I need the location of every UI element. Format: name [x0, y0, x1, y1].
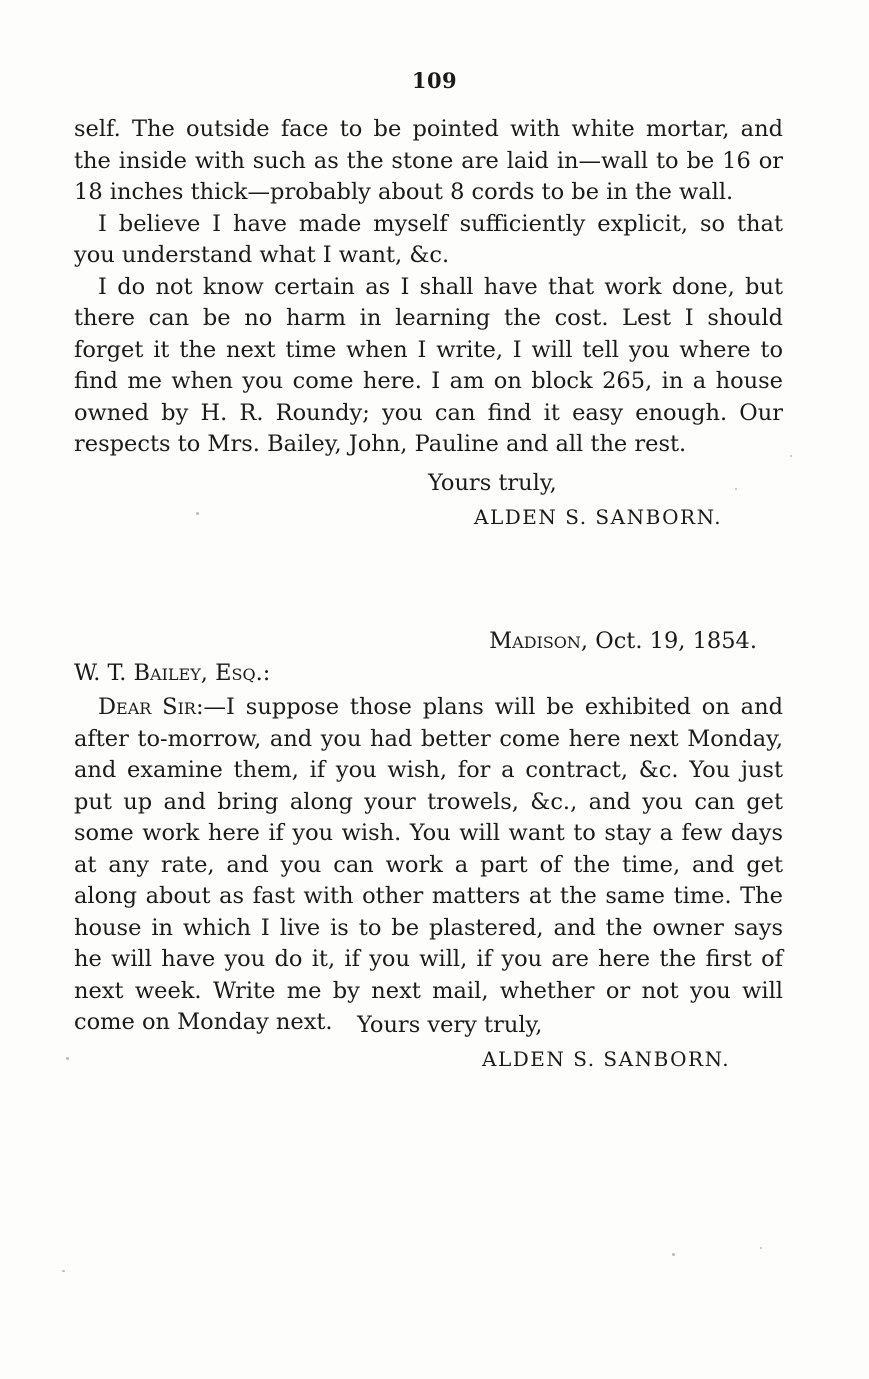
letter1-paragraph-1: self. The outside face to be pointed with white mortar, and the inside with such as the stone are laid in—wall to be 16 or 18 inches thick—probably about 8 cords to be in the wall.	[74, 116, 783, 205]
letter2-dateline	[489, 628, 757, 654]
letter2-salutation	[74, 660, 270, 686]
paper-speck	[760, 1247, 762, 1249]
paper-speck	[672, 1253, 675, 1256]
letter1-paragraph-3: I do not know certain as I shall have that work done, but there can be no harm in learning the cost. Lest I should forget it the next time when I write, I will tell you where to find me when you come here. I am on block 265, in a house owned by H. R. Roundy; you can find it easy enough. Our respects to Mrs. Bailey, John, Pauline and all the rest.	[74, 273, 783, 457]
paper-speck	[735, 488, 737, 490]
letter1-body	[74, 114, 783, 461]
paper-speck	[196, 512, 199, 515]
letter1-paragraph-2: I believe I have made myself sufficiently explicit, so that you understand what I want, &c.	[74, 210, 783, 268]
salutation-name: W. T. Bailey, Esq.	[74, 660, 263, 686]
salutation-colon: :	[262, 660, 271, 686]
letter1-closing: Yours truly,	[428, 470, 557, 496]
letter2-paragraph-1	[74, 692, 783, 1039]
letter2-signature: ALDEN S. SANBORN.	[482, 1047, 731, 1071]
page-number: 109	[411, 68, 458, 93]
letter2-body	[74, 692, 783, 1039]
paper-speck	[66, 1057, 69, 1060]
paper-speck	[790, 455, 792, 457]
letter2-closing: Yours very truly,	[357, 1012, 543, 1038]
letter2-body-text: :—I suppose those plans will be exhibited on and after to-morrow, and you had better come here next Monday, and examine them, if you wish, for a contract, &c. You just put up and bring along your trowels, &c., and you can get some work here if you wish. You will want to stay a few days at any rate, and you can work a part of the time, and get along about as fast with other matters at the same time. The house in which I live is to be plastered, and the owner says he will have you do it, if you will, if you are here the first of next week. Write me by next mail, whether or not you will come on Monday next.	[74, 694, 783, 1035]
letter2-greeting: Dear Sir	[98, 694, 196, 720]
paper-speck	[62, 1270, 65, 1272]
letter1-signature: ALDEN S. SANBORN.	[474, 505, 723, 529]
dateline-place: Madison,	[489, 628, 589, 654]
dateline-date: Oct. 19, 1854.	[588, 628, 757, 654]
